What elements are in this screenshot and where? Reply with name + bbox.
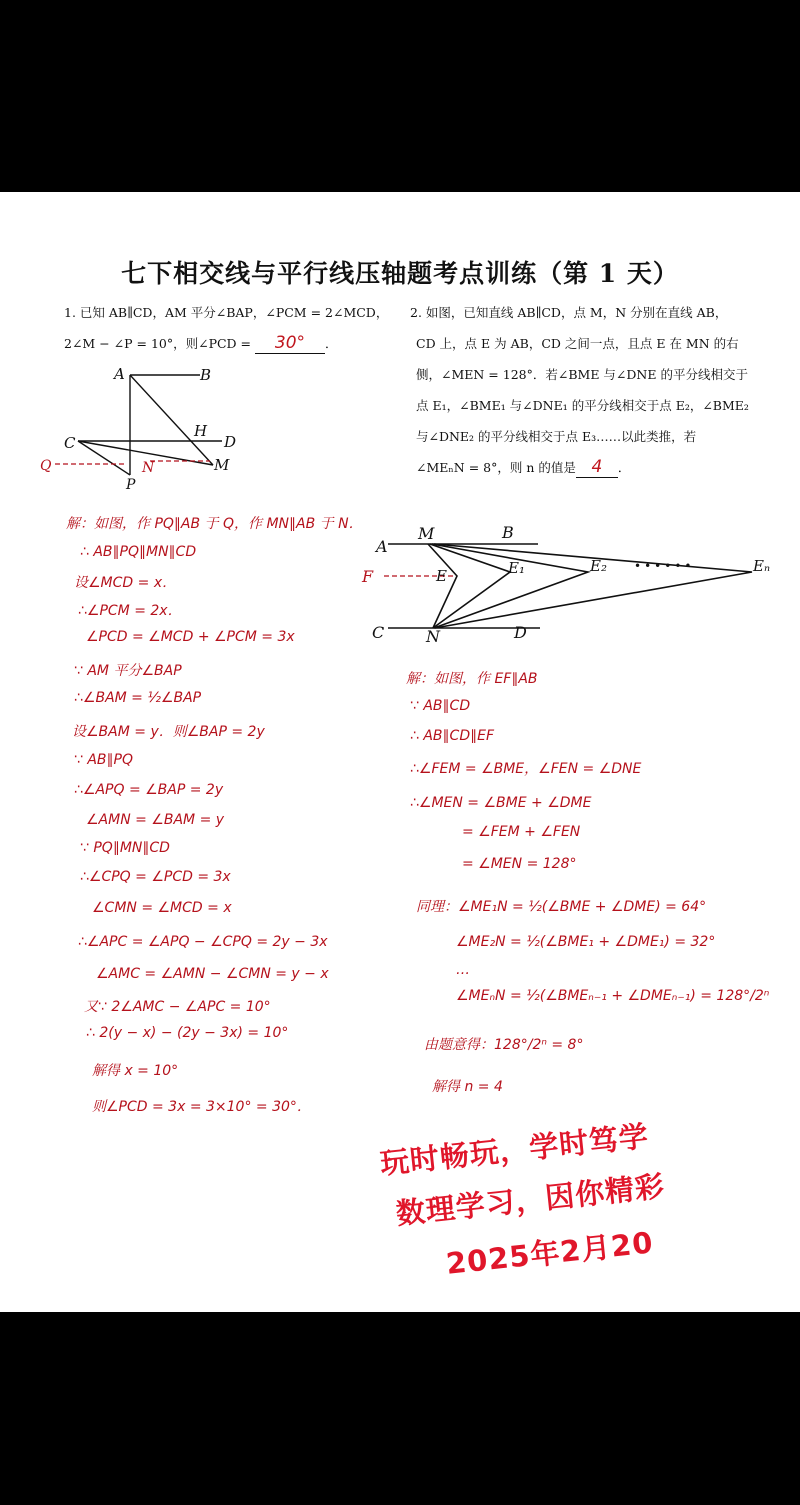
solution-1-line: ∠AMN = ∠BAM = y — [86, 812, 225, 828]
problem-2-line: 2. 如图，已知直线 AB∥CD，点 M，N 分别在直线 AB， — [410, 305, 728, 320]
fig2-label-E: E — [436, 567, 447, 585]
fig1-label-D: D — [224, 433, 237, 451]
solution-1-line: ∴∠CPQ = ∠PCD = 3x — [80, 869, 231, 885]
problem-2-line: 与∠DNE₂ 的平分线相交于点 E₃……以此类推，若 — [416, 429, 697, 444]
problem-2-line: CD 上，点 E 为 AB，CD 之间一点，且点 E 在 MN 的右 — [416, 336, 739, 351]
fig2-label-E1: E₁ — [508, 559, 525, 577]
solution-2-line: = ∠MEN = 128° — [462, 856, 577, 872]
fig2-label-F: F — [362, 567, 374, 586]
solution-1-line: 设∠BAM = y．则∠BAP = 2y — [72, 724, 265, 740]
fig1-label-H: H — [194, 422, 208, 440]
fig1-label-A: A — [114, 365, 125, 383]
solution-1-line: 解：如图，作 PQ∥AB 于 Q，作 MN∥AB 于 N． — [66, 516, 363, 532]
solution-2-line: ∴∠FEM = ∠BME，∠FEN = ∠DNE — [410, 761, 642, 777]
fig1-label-M: M — [214, 456, 230, 474]
fig2-label-M: M — [418, 524, 435, 543]
solution-1-line: ∵ AB∥PQ — [74, 752, 134, 768]
problem-2-answer: 4 — [576, 457, 618, 478]
fig2-label-dots: •••••• — [634, 559, 695, 573]
solution-1-line: ∠PCD = ∠MCD + ∠PCM = 3x — [86, 629, 295, 645]
stamp-date: 2025年2月20 — [444, 1225, 656, 1281]
fig2-label-A: A — [376, 537, 388, 556]
fig2-label-D: D — [514, 623, 527, 642]
solution-1-line: ∴∠PCM = 2x． — [78, 603, 182, 619]
solution-2-line: 解得 n = 4 — [432, 1079, 503, 1095]
solution-2-line: = ∠FEM + ∠FEN — [462, 824, 581, 840]
fig2-label-E2: E₂ — [590, 557, 607, 575]
problem-1-answer: 30° — [255, 333, 325, 354]
worksheet-title: 七下相交线与平行线压轴题考点训练（第 1 天） — [121, 259, 679, 288]
problem-1-line-1: 1. 已知 AB∥CD，AM 平分∠BAP，∠PCM = 2∠MCD， — [64, 305, 389, 320]
solution-2-line: ∵ AB∥CD — [410, 698, 471, 714]
fig2-label-N: N — [426, 627, 440, 646]
fig1-label-B: B — [200, 366, 212, 384]
solution-1-line: ∠CMN = ∠MCD = x — [92, 900, 232, 916]
solution-1-line: 则∠PCD = 3x = 3×10° = 30°． — [92, 1099, 311, 1115]
fig2-label-B: B — [502, 524, 514, 542]
solution-1-line: 解得 x = 10° — [92, 1063, 179, 1079]
solution-1-line: 又∵ 2∠AMC − ∠APC = 10° — [84, 999, 271, 1015]
solution-2-line: 同理：∠ME₁N = ½(∠BME + ∠DME) = 64° — [416, 899, 707, 915]
motto-line-1: 玩时畅玩，学时笃学 — [378, 1118, 651, 1181]
solution-2-line: ∴ AB∥CD∥EF — [410, 728, 494, 744]
solution-2-line: ∠ME₂N = ½(∠BME₁ + ∠DME₁) = 32° — [456, 934, 716, 950]
solution-1-line: ∴∠BAM = ½∠BAP — [74, 690, 202, 706]
solution-2-line: 解：如图，作 EF∥AB — [406, 671, 538, 687]
solution-2-line: ∴∠MEN = ∠BME + ∠DME — [410, 795, 592, 811]
solution-1-line: ∠AMC = ∠AMN − ∠CMN = y − x — [96, 966, 329, 982]
solution-2-line: 由题意得：128°/2ⁿ = 8° — [424, 1037, 584, 1053]
fig1-label-Q: Q — [40, 458, 52, 474]
fig2-label-C: C — [372, 623, 385, 642]
solution-1-line: ∵ PQ∥MN∥CD — [80, 840, 170, 856]
worksheet-page — [0, 192, 800, 1312]
solution-1-line: ∴∠APQ = ∠BAP = 2y — [74, 782, 224, 798]
solution-2-line: ∠MEₙN = ½(∠BMEₙ₋₁ + ∠DMEₙ₋₁) = 128°/2ⁿ — [456, 988, 770, 1004]
solution-1-line: ∴ 2(y − x) − (2y − 3x) = 10° — [86, 1025, 289, 1041]
solution-1-line: ∴∠APC = ∠APQ − ∠CPQ = 2y − 3x — [78, 934, 328, 950]
fig1-label-N: N — [142, 460, 155, 476]
fig1-label-C: C — [64, 434, 76, 452]
fig1-label-P: P — [126, 477, 136, 492]
problem-1-line-2: 2∠M − ∠P = 10°，则∠PCD = 30° ． — [64, 333, 338, 353]
problem-2-line: 侧，∠MEN = 128°．若∠BME 与∠DNE 的平分线相交于 — [416, 367, 748, 382]
problem-2-line: ∠MEₙN = 8°，则 n 的值是 4 ． — [416, 457, 631, 477]
fig2-label-En: Eₙ — [753, 557, 771, 575]
solution-2-line: … — [456, 962, 470, 978]
solution-1-line: 设∠MCD = x． — [74, 575, 177, 591]
problem-2-line: 点 E₁，∠BME₁ 与∠DNE₁ 的平分线相交于点 E₂，∠BME₂ — [416, 398, 749, 413]
solution-1-line: ∴ AB∥PQ∥MN∥CD — [80, 544, 197, 560]
motto-line-2: 数理学习，因你精彩 — [394, 1168, 667, 1231]
solution-1-line: ∵ AM 平分∠BAP — [74, 663, 182, 679]
